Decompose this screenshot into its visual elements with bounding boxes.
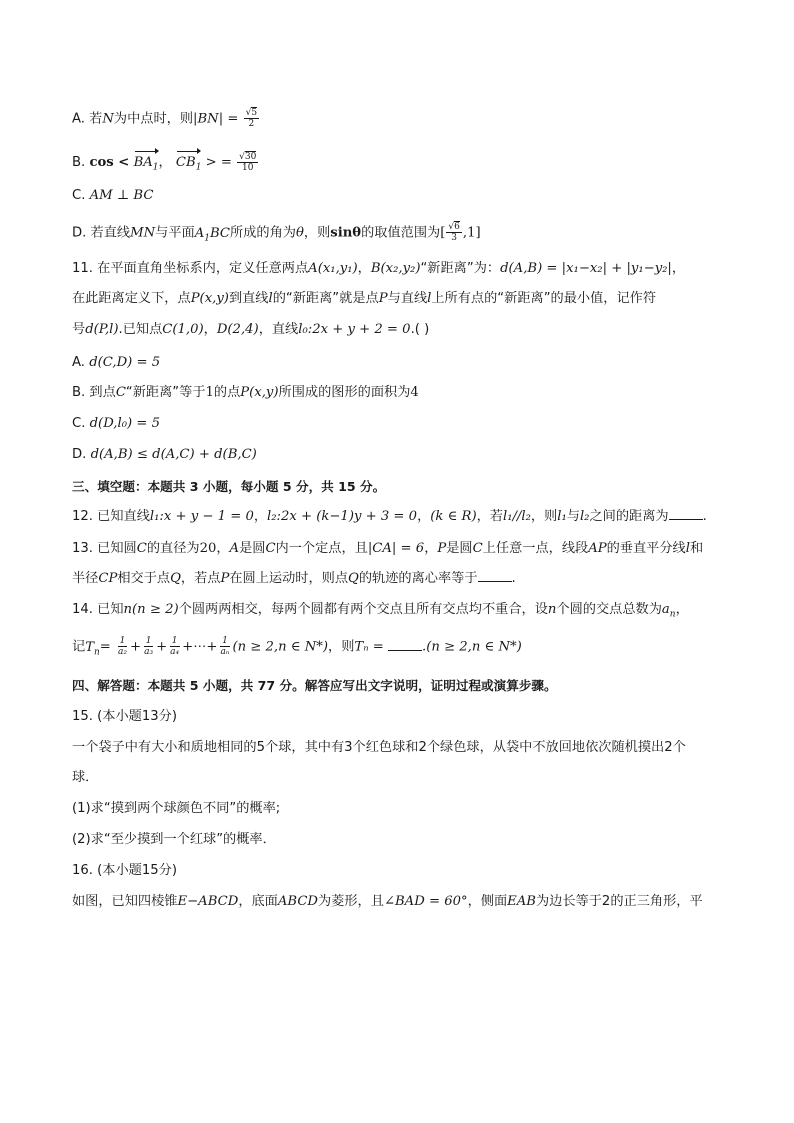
section-4-heading: 四、解答题：本题共 5 小题，共 77 分。解答应写出文字说明，证明过程或演算步骤。	[72, 678, 557, 693]
fraction-1-over-a4: $\frac{1}{\text{a₄}}$	[170, 636, 180, 657]
option-c-prefix: C.	[72, 188, 86, 203]
q16-heading: 16. (本小题15分)	[72, 863, 177, 878]
option-a	[72, 108, 260, 130]
q14-line2: 记$T_n=$ $\frac{1}{\text{a₂}}$ + $\frac{1}{\text{a₃}}$ + $\frac{1}{\text{a₄}}$ +⋯+ $\frac{1}{\text{aₙ}}$ (n ≥ 2,n ∈ N*)，则Tₙ = .(n ≥ 2,n ∈ N*)	[72, 636, 522, 658]
q11-option-b: B. 到点C“新距离”等于1的点P(x,y)所围成的图形的面积为4	[72, 385, 419, 400]
option-b: B. $\cos < BA_1$， $CB_1$ > = $\frac{√30}{10}$	[72, 150, 259, 178]
fraction-1-over-a3: $\frac{1}{\text{a₃}}$	[144, 636, 154, 657]
q11-option-d: D. d(A,B) ≤ d(A,C) + d(B,C)	[72, 447, 257, 462]
answer-blank	[669, 507, 703, 520]
fraction-sqrt6-over-3: $\frac{√6}{3}$	[448, 222, 460, 243]
cos-text: cos <	[89, 155, 130, 170]
q15-heading: 15. (本小题13分)	[72, 709, 177, 724]
fraction-1-over-an: $\frac{1}{\text{aₙ}}$	[220, 636, 230, 657]
fraction-sqrt30-over-10: $\frac{√30}{10}$	[239, 151, 257, 173]
q11-line1: 11. 在平面直角坐标系内，定义任意两点A(x₁,y₁)，B(x₂,y₂)“新距离”为：d(A,B) = |x₁−x₂| + |y₁−y₂|，	[72, 261, 686, 276]
vector-ba1: $BA_1$	[134, 150, 159, 178]
option-d: D. 若直线MN与平面$A_1BC$所成的角为θ，则sinθ的取值范围为[ $\frac{√6}{3}$ ,1]	[72, 222, 481, 244]
answer-blank	[388, 638, 422, 651]
vector-cb1: $CB_1$	[176, 150, 202, 178]
q11-line2: 在此距离定义下，点P(x,y)到直线l的“新距离”就是点P与直线l上所有点的“新距离”的最小值，记作符	[72, 291, 657, 306]
q15-part1: (1)求“摸到两个球颜色不同”的概率;	[72, 801, 281, 816]
answer-blank	[478, 569, 512, 582]
fraction-1-over-a2: $\frac{1}{\text{a₂}}$	[118, 636, 128, 657]
q13-line1: 13. 已知圆C的直径为20，A是圆C内一个定点，且|CA| = 6，P是圆C上任意一点，线段AP的垂直平分线l和	[72, 541, 704, 556]
q15-part2: (2)求“至少摸到一个红球”的概率．	[72, 832, 276, 847]
q11-option-a: A. d(C,D) = 5	[72, 355, 161, 370]
expr-bn: |BN| =	[193, 111, 239, 127]
option-a-text: 为中点时，则	[113, 111, 194, 127]
expr-am-perp-bc: AM ⊥ BC	[89, 188, 154, 203]
option-a-prefix: A. 若	[72, 111, 103, 127]
q11-option-c: C. d(D,l₀) = 5	[72, 416, 160, 431]
option-b-prefix: B.	[72, 155, 86, 170]
q14-line1: 14. 已知n(n ≥ 2)个圆两两相交，每两个圆都有两个交点且所有交点均不重合，设n个圆的交点总数为$a_n$，	[72, 602, 689, 620]
q16-line1: 如图，已知四棱锥E−ABCD，底面ABCD为菱形，且∠BAD = 60°，侧面EAB为边长等于2的正三角形，平	[72, 894, 703, 909]
q12: 12. 已知直线l₁:x + y − 1 = 0，l₂:2x + (k−1)y + 3 = 0，(k ∈ R)，若l₁//l₂，则l₁与l₂之间的距离为 .	[72, 509, 707, 524]
section-3-heading: 三、填空题：本题共 3 小题，每小题 5 分，共 15 分。	[72, 479, 386, 494]
var-n: N	[102, 111, 114, 127]
fraction-sqrt5-over-2: $\frac{√5}{2}$	[245, 108, 258, 129]
option-c	[72, 186, 153, 206]
q15-line2: 球．	[72, 770, 99, 785]
equals: > =	[205, 155, 232, 170]
q15-line1: 一个袋子中有大小和质地相同的5个球，其中有3个红色球和2个绿色球，从袋中不放回地依次随机摸出2个	[72, 740, 686, 755]
q13-line2: 半径CP相交于点Q，若点P在圆上运动时，则点Q的轨迹的离心率等于 .	[72, 571, 516, 586]
q11-line3: 号d(P,l).已知点C(1,0)，D(2,4)，直线l₀:2x + y + 2 = 0.( )	[72, 322, 430, 337]
